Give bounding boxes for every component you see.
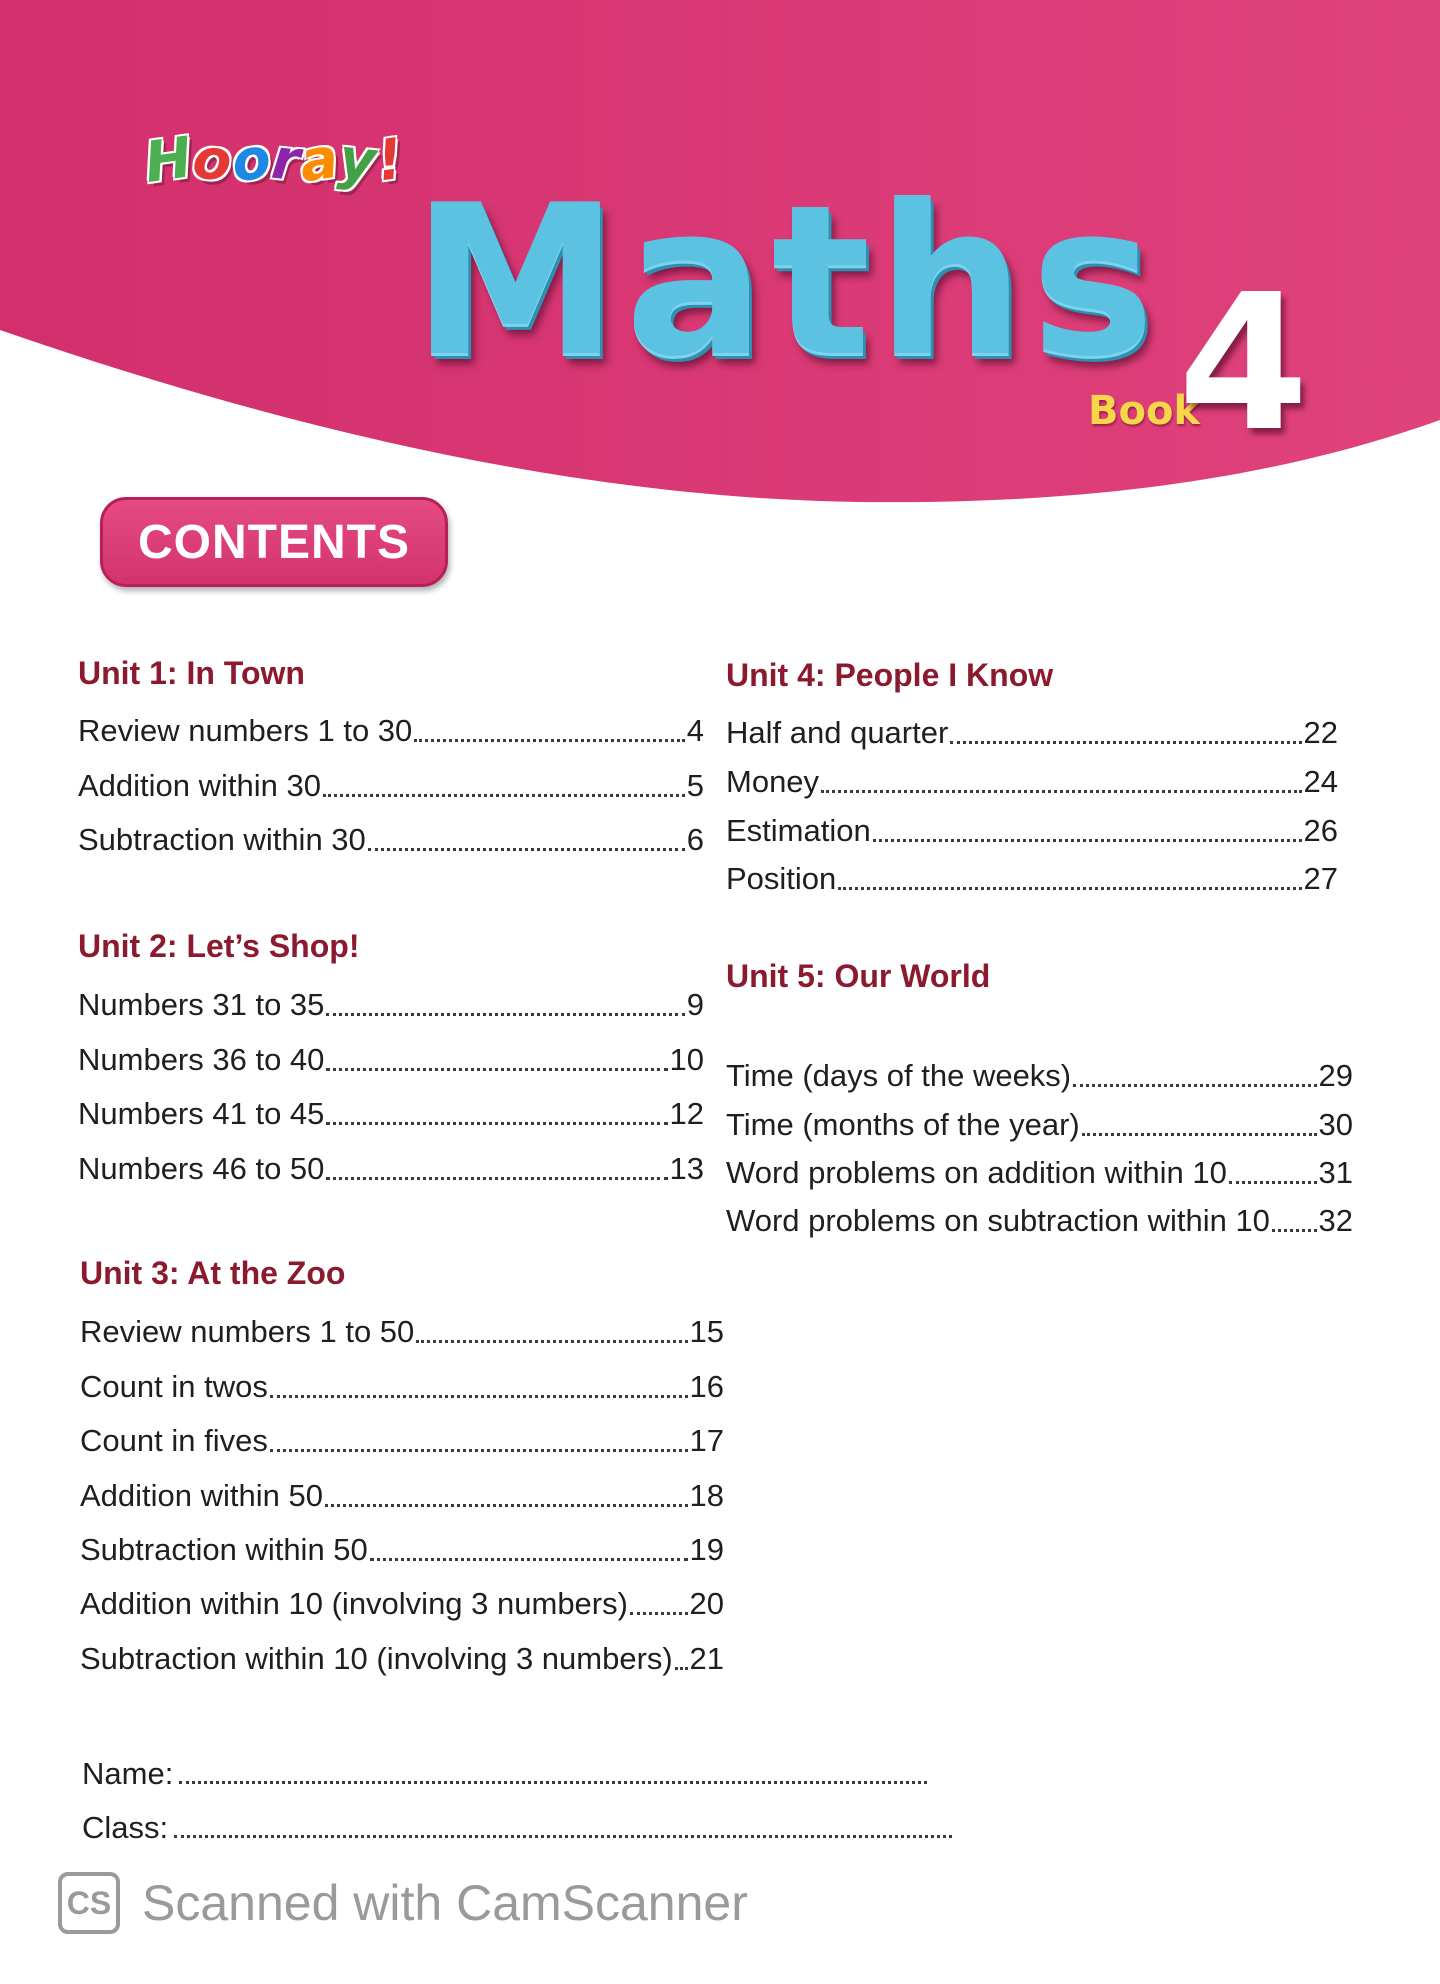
entry-page-number: 18: [689, 1478, 724, 1513]
entry-page-number: 26: [1303, 813, 1338, 848]
dot-leader: [326, 1122, 667, 1125]
contents-entry: [726, 811, 1338, 851]
logo-letter: H: [140, 124, 198, 197]
contents-entry: [80, 1312, 724, 1352]
name-field[interactable]: [82, 1756, 927, 1792]
dot-leader: [370, 1558, 688, 1561]
entry-label: Numbers 31 to 35: [78, 987, 325, 1022]
contents-entry: [726, 713, 1338, 753]
entry-page-number: 22: [1303, 715, 1338, 750]
entry-label: Addition within 10 (involving 3 numbers): [80, 1586, 628, 1621]
unit-title: Unit 4: People I Know: [726, 657, 1054, 693]
hooray-logo: [140, 124, 408, 197]
entry-page-number: 20: [689, 1586, 724, 1621]
unit-title: Unit 1: In Town: [78, 655, 305, 691]
entry-page-number: 17: [689, 1423, 724, 1458]
entry-page-number: 30: [1318, 1107, 1353, 1142]
entry-label: Addition within 50: [80, 1478, 323, 1513]
contents-entry: [80, 1639, 724, 1679]
subject-title: Maths: [412, 161, 1161, 403]
camscanner-watermark: [58, 1872, 748, 1934]
dot-leader: [873, 839, 1302, 842]
entry-page-number: 4: [686, 713, 704, 748]
dot-leader: [630, 1612, 688, 1615]
entry-page-number: 32: [1318, 1203, 1353, 1238]
logo-letter: !: [372, 126, 408, 195]
book-label: Book: [1088, 388, 1201, 434]
unit-title: Unit 2: Let’s Shop!: [78, 928, 360, 964]
contents-entry: [726, 1105, 1353, 1145]
dot-leader: [1082, 1133, 1317, 1136]
camscanner-icon: CS: [58, 1872, 120, 1934]
dot-leader: [323, 794, 685, 797]
entry-label: Money: [726, 764, 820, 799]
contents-heading: CONTENTS: [100, 497, 448, 587]
entry-label: Review numbers 1 to 30: [78, 713, 413, 748]
entry-page-number: 21: [689, 1641, 724, 1676]
entry-label: Word problems on subtraction within 10: [726, 1203, 1270, 1238]
entry-label: Word problems on addition within 10: [726, 1155, 1227, 1190]
book-number: 4: [1178, 254, 1309, 473]
contents-entry: [78, 1094, 704, 1134]
contents-entry: [726, 859, 1338, 899]
entry-label: Count in twos: [80, 1369, 268, 1404]
entry-page-number: 12: [669, 1096, 704, 1131]
dot-leader: [1229, 1181, 1317, 1184]
dot-leader: [675, 1667, 688, 1670]
logo-letter: o: [228, 125, 277, 196]
entry-page-number: 24: [1303, 764, 1338, 799]
contents-entry: [726, 1153, 1353, 1193]
watermark-text: Scanned with CamScanner: [142, 1875, 748, 1931]
unit-title: Unit 5: Our World: [726, 958, 991, 994]
entry-page-number: 5: [686, 768, 704, 803]
contents-entry: [78, 1149, 704, 1189]
entry-label: Time (days of the weeks): [726, 1058, 1072, 1093]
entry-label: Subtraction within 50: [80, 1532, 368, 1567]
entry-page-number: 9: [686, 987, 704, 1022]
entry-label: Numbers 46 to 50: [78, 1151, 325, 1186]
contents-entry: [78, 766, 704, 806]
class-dotted-line: [174, 1835, 952, 1838]
logo-letter: r: [268, 126, 304, 195]
class-field[interactable]: [82, 1810, 952, 1846]
entry-label: Time (months of the year): [726, 1107, 1080, 1142]
entry-label: Review numbers 1 to 50: [80, 1314, 415, 1349]
logo-letter: o: [189, 126, 236, 195]
contents-entry: [80, 1584, 724, 1624]
contents-entry: [726, 1201, 1353, 1241]
entry-page-number: 13: [669, 1151, 704, 1186]
entry-page-number: 10: [669, 1042, 704, 1077]
dot-leader: [270, 1449, 688, 1452]
name-dotted-line: [179, 1781, 927, 1784]
entry-page-number: 27: [1303, 861, 1338, 896]
logo-letter: y: [335, 126, 381, 195]
entry-label: Addition within 30: [78, 768, 321, 803]
contents-entry: [78, 711, 704, 751]
dot-leader: [368, 848, 685, 851]
contents-entry: [78, 820, 704, 860]
contents-entry: [78, 985, 704, 1025]
entry-label: Subtraction within 30: [78, 822, 366, 857]
entry-page-number: 29: [1318, 1058, 1353, 1093]
entry-label: Numbers 41 to 45: [78, 1096, 325, 1131]
dot-leader: [950, 741, 1301, 744]
logo-letter: a: [296, 125, 344, 196]
contents-entry: [80, 1476, 724, 1516]
dot-leader: [821, 790, 1301, 793]
contents-entry: [726, 762, 1338, 802]
dot-leader: [838, 887, 1301, 890]
entry-page-number: 16: [689, 1369, 724, 1404]
entry-label: Numbers 36 to 40: [78, 1042, 325, 1077]
dot-leader: [326, 1068, 667, 1071]
name-label: Name:: [82, 1756, 174, 1791]
entry-label: Subtraction within 10 (involving 3 numbers): [80, 1641, 673, 1676]
entry-label: Position: [726, 861, 837, 896]
dot-leader: [270, 1395, 688, 1398]
entry-page-number: 31: [1318, 1155, 1353, 1190]
contents-entry: [78, 1040, 704, 1080]
entry-page-number: 15: [689, 1314, 724, 1349]
dot-leader: [1272, 1229, 1317, 1232]
contents-entry: [80, 1367, 724, 1407]
entry-label: Half and quarter: [726, 715, 949, 750]
entry-label: Count in fives: [80, 1423, 268, 1458]
class-label: Class:: [82, 1810, 169, 1845]
dot-leader: [326, 1177, 667, 1180]
entry-page-number: 19: [689, 1532, 724, 1567]
dot-leader: [414, 739, 684, 742]
contents-entry: [80, 1530, 724, 1570]
dot-leader: [325, 1504, 688, 1507]
unit-title: Unit 3: At the Zoo: [80, 1255, 346, 1291]
contents-entry: [80, 1421, 724, 1461]
entry-label: Estimation: [726, 813, 871, 848]
dot-leader: [1073, 1084, 1316, 1087]
dot-leader: [416, 1340, 687, 1343]
contents-entry: [726, 1056, 1353, 1096]
entry-page-number: 6: [686, 822, 704, 857]
dot-leader: [326, 1013, 684, 1016]
